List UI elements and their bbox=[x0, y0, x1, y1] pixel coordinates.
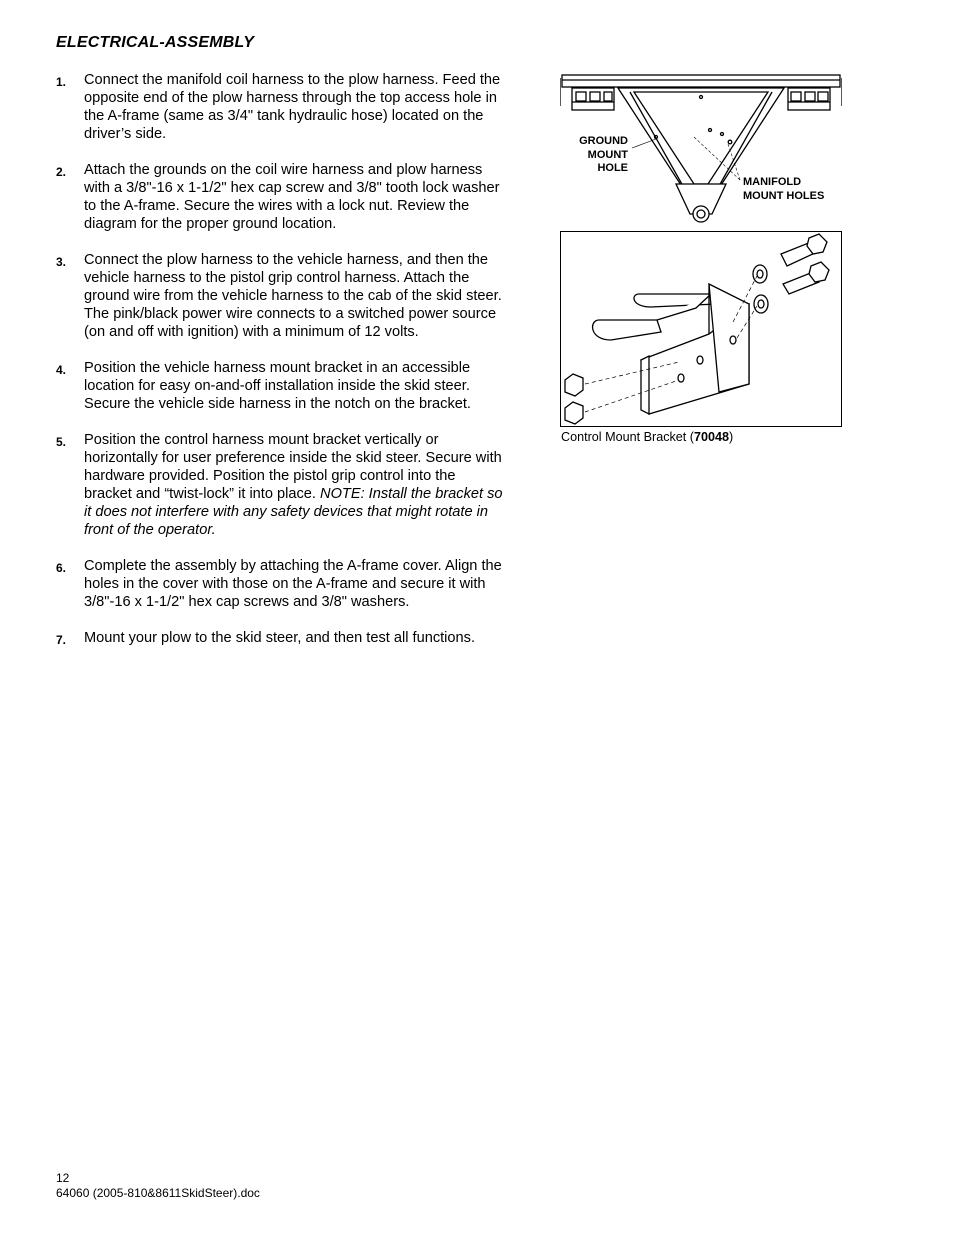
page-footer bbox=[56, 1171, 260, 1201]
document-filename: 64060 (2005-810&8611SkidSteer).doc bbox=[56, 1186, 260, 1200]
control-mount-bracket-figure bbox=[560, 231, 842, 427]
list-item bbox=[56, 557, 506, 611]
step-number: 2. bbox=[56, 165, 67, 179]
list-item bbox=[56, 71, 506, 143]
list-item bbox=[56, 359, 506, 413]
step-text: Connect the manifold coil harness to the plow harness. Feed the opposite end of the plow harness through the top access hole in the A-frame (same as 3/4" tank hydraulic hose) located on the driver’s side. bbox=[84, 72, 501, 142]
manifold-mount-holes-label bbox=[743, 176, 824, 203]
part-number: 70048 bbox=[694, 430, 730, 444]
step-number: 5. bbox=[56, 435, 67, 449]
caption-suffix: ) bbox=[729, 430, 734, 444]
label-line: GROUND bbox=[579, 135, 628, 147]
list-item bbox=[56, 251, 506, 341]
steps-list bbox=[56, 71, 506, 665]
step-text: Attach the grounds on the coil wire harness and plow harness with a 3/8"-16 x 1-1/2" hex cap screw and 3/8" tooth lock washer to the A-frame. Secure the wires with a lock nut. Review the diagram for the proper ground location. bbox=[84, 162, 500, 232]
caption-text: Control Mount Bracket ( bbox=[561, 430, 694, 444]
label-line: MOUNT bbox=[587, 148, 628, 161]
section-heading: ELECTRICAL-ASSEMBLY bbox=[56, 34, 255, 51]
step-number: 7. bbox=[56, 633, 67, 647]
step-number: 4. bbox=[56, 363, 67, 377]
figure-caption bbox=[561, 430, 733, 444]
step-text: Complete the assembly by attaching the A-frame cover. Align the holes in the cover with those on the A-frame and secure it with 3/8"-16 x 1-1/2" hex cap screws and 3/8" washers. bbox=[84, 558, 502, 610]
step-text: Position the control harness mount bracket vertically or horizontally for user preference inside the skid steer. Secure with hardware provided. Position the pistol grip control into the bracket and “twist-lock” it into place. bbox=[84, 432, 502, 502]
step-number: 3. bbox=[56, 255, 67, 269]
step-number: 1. bbox=[56, 75, 67, 89]
step-number: 6. bbox=[56, 561, 67, 575]
ground-mount-hole-label bbox=[572, 135, 628, 176]
list-item bbox=[56, 629, 506, 647]
list-item bbox=[56, 161, 506, 233]
label-line: HOLE bbox=[597, 162, 628, 174]
step-note: NOTE: Install the bracket so it does not interfere with any safety devices that might rotate in front of the operator. bbox=[84, 486, 503, 538]
step-text: Position the vehicle harness mount bracket in an accessible location for easy on-and-off installation inside the skid steer. Secure the vehicle side harness in the notch on the bracket. bbox=[84, 360, 471, 412]
page-number: 12 bbox=[56, 1171, 70, 1185]
label-line: MANIFOLD bbox=[743, 176, 802, 188]
step-text: Connect the plow harness to the vehicle harness, and then the vehicle harness to the pistol grip control harness. Attach the ground wire from the vehicle harness to the cab of the skid steer. The pink/black power wire connects to a switched power source (on and off with ignition) with a minimum of 12 volts. bbox=[84, 252, 502, 340]
bracket-illustration bbox=[561, 232, 841, 426]
step-text: Mount your plow to the skid steer, and then test all functions. bbox=[84, 630, 476, 646]
list-item bbox=[56, 431, 506, 539]
label-line: MOUNT HOLES bbox=[743, 189, 825, 202]
